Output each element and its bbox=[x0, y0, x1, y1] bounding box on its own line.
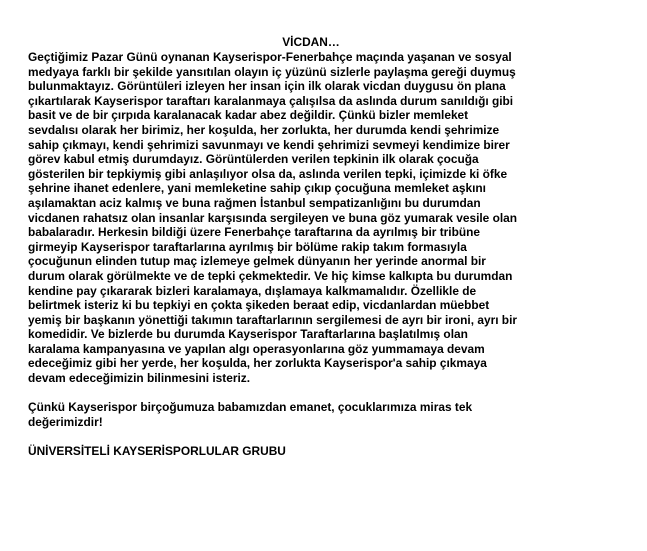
body-line: sevdalısı olarak her birimiz, her koşulda, her zorlukta, her durumda kendi şehrimize bbox=[28, 122, 500, 137]
body-line: girmeyip Kayserispor taraftarlarına ayrılmış bir bölüme rakip takım formasıyla bbox=[28, 239, 467, 254]
body-line: basit ve de bir çırpıda karalanacak kadar abez değildir. Çünkü bizler memleket bbox=[28, 108, 469, 123]
body-line: medyaya farklı bir şekilde yansıtılan olayın iç yüzünü sizlerle paylaşma gereği duymuş bbox=[28, 64, 516, 79]
closing-paragraph bbox=[28, 400, 588, 429]
body-line: komedidir. Ve bizlerde bu durumda Kayserispor Taraftarlarına başlatılmış olan bbox=[28, 327, 468, 342]
body-line: belirtmek isteriz ki bu tepkiyi en çokta şikeden beraat edip, vicdanlardan müebbet bbox=[28, 298, 490, 313]
body-line: çocuğunun elinden tutup maç izlemeye gelmek dünyanın her yerinde anormal bir bbox=[28, 254, 486, 269]
signature bbox=[28, 444, 588, 459]
body-line: devam edeceğimizin bilinmesini isteriz. bbox=[28, 371, 251, 386]
paragraph-gap bbox=[28, 429, 588, 444]
closing-line: Çünkü Kayserispor birçoğumuza babamızdan emanet, çocuklarımıza miras tek bbox=[28, 400, 473, 415]
body-line: sahip çıkmayı, kendi şehrimizi savunmayı ve kendi şehrimizi sevmeyi kendimize birer bbox=[28, 137, 510, 152]
body-line: kendine pay çıkararak bizleri karalamaya, dışlamaya kalkmamalıdır. Özellikle de bbox=[28, 283, 477, 298]
body-line: şehrine ihanet edenlere, yani memleketine sahip çıkıp çocuğuna memleket aşkını bbox=[28, 181, 486, 196]
paragraph-gap bbox=[28, 386, 588, 401]
body-line: gösterilen bir tepkiymiş gibi anlaşılıyor olsa da, aslında verilen tepki, içimizde ki öfke bbox=[28, 166, 508, 181]
body-line: edeceğimiz gibi her yerde, her koşulda, her zorlukta Kayserispor'a sahip çıkmaya bbox=[28, 356, 487, 371]
document-title: VİCDAN… bbox=[282, 35, 340, 49]
closing-line: değerimizdir! bbox=[28, 414, 103, 429]
signature-line: ÜNİVERSİTELİ KAYSERİSPORLULAR GRUBU bbox=[28, 444, 286, 459]
body-line: yemiş bir başkanın yönettiği takımın taraftarlarının sergilemesi de ayrı bir ironi, ayrı bir bbox=[28, 312, 518, 327]
body-line: görev kabul etmiş durumdayız. Görüntülerden verilen tepkinin ilk olarak çocuğa bbox=[28, 152, 479, 167]
body-line: vicdanen rahatsız olan insanlar karşısında sergileyen ve buna göz yumarak vesile olan bbox=[28, 210, 518, 225]
body-line: durum olarak görülmekte ve de tepki çekmektedir. Ve hiç kimse kalkıpta bu durumdan bbox=[28, 268, 513, 283]
body-line: babalaradır. Herkesin bildiği üzere Fenerbahçe taraftarına da ayrılmış bir tribüne bbox=[28, 225, 480, 240]
body-paragraph bbox=[28, 50, 588, 386]
body-line: karalama kampanyasına ve yapılan algı operasyonlarına göz yummamaya devam bbox=[28, 341, 485, 356]
body-line: Geçtiğimiz Pazar Günü oynanan Kayserispor-Fenerbahçe maçında yaşanan ve sosyal bbox=[28, 50, 512, 64]
body-line: bulunmaktayız. Görüntüleri izleyen her insan için ilk olarak vicdan duygusu ön plana bbox=[28, 79, 506, 94]
document bbox=[28, 35, 588, 459]
body-line: aşılamaktan aciz kalmış ve buna rağmen İstanbul sempatizanlığını bu durumdan bbox=[28, 195, 481, 210]
body-line: çıkartılarak Kayserispor taraftarı karalanmaya çalışılsa da aslında durum sanıldığı gibi bbox=[28, 93, 514, 108]
